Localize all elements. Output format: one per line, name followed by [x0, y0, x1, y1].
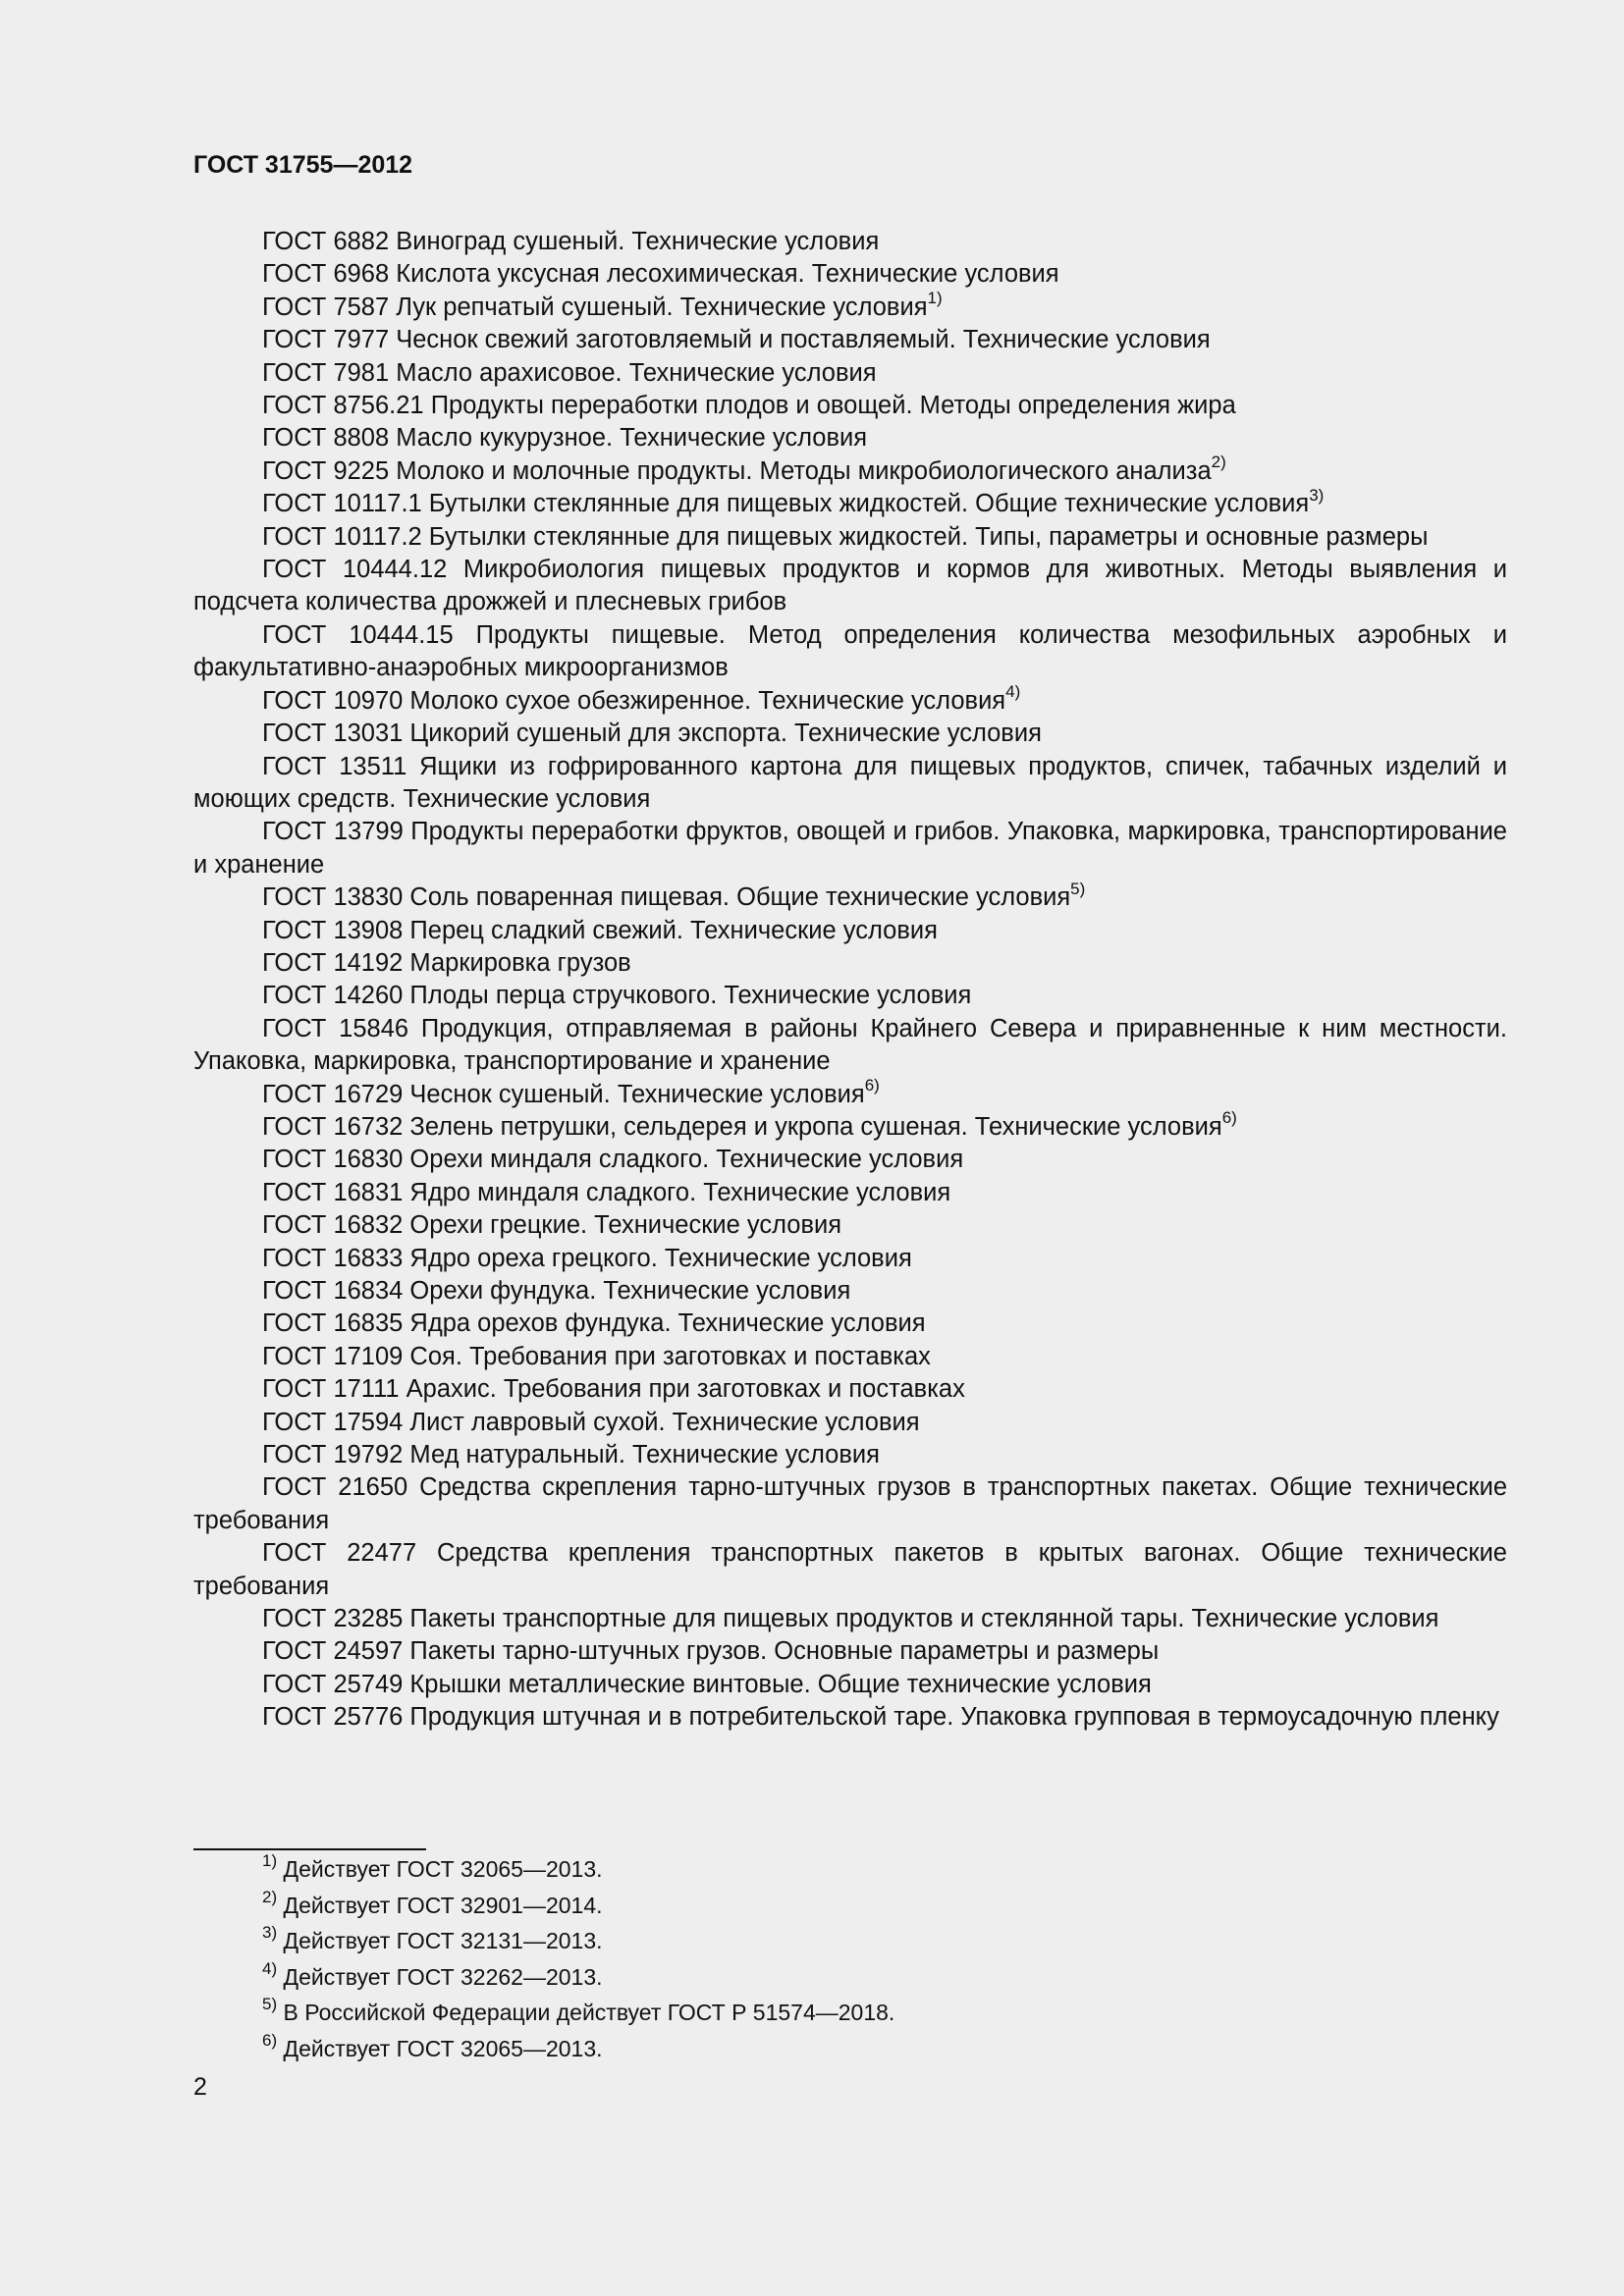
reference-item [193, 422, 1507, 454]
reference-text: ГОСТ 16732 Зелень петрушки, сельдерея и укропа сушеная. Технические условия [262, 1112, 1222, 1141]
reference-item [193, 1669, 1507, 1701]
footnote [262, 1851, 894, 1888]
reference-text: ГОСТ 7977 Чеснок свежий заготовляемый и поставляемый. Технические условия [262, 326, 1211, 354]
reference-item [193, 1076, 1507, 1111]
reference-text: ГОСТ 13908 Перец сладкий свежий. Технические условия [262, 916, 938, 944]
reference-text: ГОСТ 17111 Арахис. Требования при заготовках и поставках [262, 1375, 965, 1404]
footnote-marker: 5) [1070, 879, 1086, 898]
footnote-marker: 1) [927, 289, 943, 308]
reference-text: ГОСТ 19792 Мед натуральный. Технические условия [262, 1441, 880, 1469]
reference-item [193, 816, 1507, 881]
footnote-text: В Российской Федерации действует ГОСТ Р 51574—2018. [283, 2000, 895, 2025]
reference-text: ГОСТ 10117.2 Бутылки стеклянные для пищевых жидкостей. Типы, параметры и основные размеры [262, 522, 1429, 551]
footnote-mark: 4) [262, 1958, 278, 1978]
reference-item [193, 1013, 1507, 1079]
reference-text: ГОСТ 7587 Лук репчатый сушеный. Технические условия [262, 293, 928, 321]
normative-references-list [193, 226, 1507, 1735]
reference-item [193, 1108, 1507, 1144]
reference-text: ГОСТ 16833 Ядро ореха грецкого. Технические условия [262, 1244, 912, 1272]
reference-text: ГОСТ 16832 Орехи грецкие. Технические условия [262, 1211, 842, 1240]
reference-item [193, 485, 1507, 520]
reference-text: ГОСТ 16835 Ядра орехов фундука. Технические условия [262, 1309, 926, 1338]
reference-text: ГОСТ 8808 Масло кукурузное. Технические условия [262, 424, 868, 453]
footnote-text: Действует ГОСТ 32065—2013. [283, 1856, 603, 1882]
reference-item [193, 1243, 1507, 1275]
reference-text: ГОСТ 25749 Крышки металлические винтовые. Общие технические условия [262, 1670, 1152, 1698]
reference-item [193, 1341, 1507, 1373]
reference-text: ГОСТ 23285 Пакеты транспортные для пищевых продуктов и стеклянной тары. Технические условия [262, 1605, 1439, 1633]
reference-text: ГОСТ 24597 Пакеты тарно-штучных грузов. Основные параметры и размеры [262, 1637, 1160, 1666]
reference-text: ГОСТ 15846 Продукция, отправляемая в районы Крайнего Севера и приравненные к ним местности. Упаковка, маркировка, транспортирование и хранение [193, 1014, 1507, 1076]
reference-item [193, 258, 1507, 291]
reference-item [193, 1439, 1507, 1471]
reference-text: ГОСТ 10444.12 Микробиология пищевых продуктов и кормов для животных. Методы выявления и подсчета количества дрожжей и плесневых грибов [193, 556, 1507, 616]
reference-item [193, 1308, 1507, 1340]
reference-item [193, 554, 1507, 619]
reference-item [193, 915, 1507, 947]
reference-item [193, 1177, 1507, 1209]
reference-item [193, 1209, 1507, 1242]
footnote [262, 1923, 894, 1959]
reference-text: ГОСТ 13511 Ящики из гофрированного картона для пищевых продуктов, спичек, табачных изделий и моющих средств. Технические условия [193, 752, 1507, 813]
reference-item [193, 1635, 1507, 1668]
footnote [262, 1995, 894, 2031]
reference-text: ГОСТ 8756.21 Продукты переработки плодов и овощей. Методы определения жира [262, 392, 1236, 420]
reference-text: ГОСТ 10117.1 Бутылки стеклянные для пищевых жидкостей. Общие технические условия [262, 490, 1310, 518]
footnote-text: Действует ГОСТ 32262—2013. [283, 1963, 603, 1990]
reference-text: ГОСТ 22477 Средства крепления транспортных пакетов в крытых вагонах. Общие технические требования [193, 1539, 1507, 1600]
reference-item [193, 390, 1507, 422]
reference-text: ГОСТ 17109 Соя. Требования при заготовках и поставках [262, 1342, 931, 1370]
reference-item [193, 682, 1507, 718]
reference-text: ГОСТ 16834 Орехи фундука. Технические условия [262, 1277, 851, 1305]
footnote-marker: 6) [864, 1076, 880, 1095]
reference-item [193, 718, 1507, 750]
reference-item [193, 947, 1507, 980]
footnote [262, 2031, 894, 2067]
footnote-marker: 6) [1221, 1108, 1237, 1128]
reference-item [193, 980, 1507, 1012]
reference-item [193, 357, 1507, 390]
reference-text: ГОСТ 16831 Ядро миндаля сладкого. Технические условия [262, 1178, 951, 1206]
footnote-marker: 4) [1005, 682, 1021, 702]
reference-text: ГОСТ 6968 Кислота уксусная лесохимическая. Технические условия [262, 260, 1059, 289]
reference-item [193, 1603, 1507, 1635]
reference-text: ГОСТ 10444.15 Продукты пищевые. Метод определения количества мезофильных аэробных и факультативно-анаэробных микроорганизмов [193, 620, 1507, 682]
footnote-mark: 3) [262, 1923, 278, 1943]
footnote-marker: 3) [1309, 485, 1325, 505]
reference-item [193, 521, 1507, 554]
footnote-marker: 2) [1211, 453, 1226, 472]
reference-item [193, 619, 1507, 685]
reference-item [193, 1471, 1507, 1537]
reference-item [193, 1701, 1507, 1734]
footnote [262, 1959, 894, 1996]
reference-item [193, 1407, 1507, 1439]
footnotes-list [262, 1851, 894, 2066]
reference-item [193, 1373, 1507, 1406]
reference-text: ГОСТ 9225 Молоко и молочные продукты. Методы микробиологического анализа [262, 456, 1212, 485]
reference-text: ГОСТ 25776 Продукция штучная и в потребительской таре. Упаковка групповая в термоусадочную пленку [262, 1703, 1499, 1732]
reference-item [193, 751, 1507, 817]
footnote-mark: 2) [262, 1887, 278, 1906]
footnote-separator [193, 1848, 426, 1850]
reference-item [193, 1275, 1507, 1308]
document-header: ГОСТ 31755—2012 [193, 151, 413, 179]
reference-text: ГОСТ 14192 Маркировка грузов [262, 948, 631, 977]
reference-text: ГОСТ 10970 Молоко сухое обезжиренное. Технические условия [262, 686, 1006, 715]
reference-item [193, 1144, 1507, 1176]
reference-item [193, 455, 1507, 488]
reference-text: ГОСТ 16830 Орехи миндаля сладкого. Технические условия [262, 1146, 964, 1174]
footnote [262, 1888, 894, 1924]
reference-item [193, 289, 1507, 324]
footnote-mark: 5) [262, 1995, 278, 2014]
reference-text: ГОСТ 13799 Продукты переработки фруктов, овощей и грибов. Упаковка, маркировка, транспортирование и хранение [193, 818, 1507, 879]
reference-item [193, 881, 1507, 914]
reference-item [193, 226, 1507, 258]
footnote-text: Действует ГОСТ 32901—2014. [283, 1892, 603, 1918]
footnote-text: Действует ГОСТ 32131—2013. [283, 1928, 603, 1953]
reference-text: ГОСТ 6882 Виноград сушеный. Технические условия [262, 228, 880, 255]
footnote-mark: 1) [262, 1851, 278, 1871]
reference-text: ГОСТ 16729 Чеснок сушеный. Технические условия [262, 1080, 865, 1108]
page-number: 2 [193, 2073, 207, 2101]
reference-text: ГОСТ 13830 Соль поваренная пищевая. Общие технические условия [262, 883, 1071, 912]
reference-item [193, 324, 1507, 356]
footnote-mark: 6) [262, 2030, 278, 2050]
reference-text: ГОСТ 17594 Лист лавровый сухой. Технические условия [262, 1408, 920, 1436]
reference-text: ГОСТ 13031 Цикорий сушеный для экспорта. Технические условия [262, 720, 1042, 748]
reference-text: ГОСТ 7981 Масло арахисовое. Технические условия [262, 358, 877, 387]
reference-text: ГОСТ 21650 Средства скрепления тарно-штучных грузов в транспортных пакетах. Общие технические требования [193, 1473, 1507, 1534]
reference-text: ГОСТ 14260 Плоды перца стручкового. Технические условия [262, 982, 972, 1010]
footnote-text: Действует ГОСТ 32065—2013. [283, 2035, 603, 2061]
reference-item [193, 1537, 1507, 1603]
